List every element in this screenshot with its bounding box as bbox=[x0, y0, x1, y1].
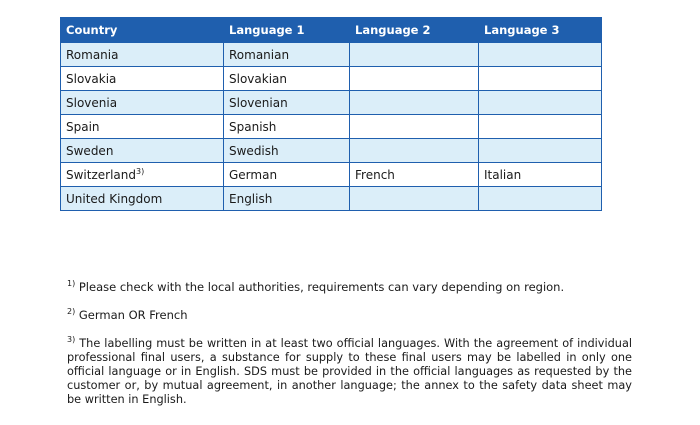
table-row bbox=[61, 187, 602, 211]
language-2-cell bbox=[350, 43, 479, 67]
table-row bbox=[61, 163, 602, 187]
country-name: Romania bbox=[66, 47, 119, 62]
footnote-mark: 2) bbox=[67, 307, 76, 317]
language-2-cell bbox=[350, 187, 479, 211]
header-language-2: Language 2 bbox=[350, 18, 479, 43]
language-1-cell: Slovakian bbox=[224, 67, 350, 91]
footnote-2 bbox=[67, 308, 632, 322]
footnote-3 bbox=[67, 337, 632, 407]
country-name: Slovenia bbox=[66, 95, 118, 110]
footnote-text: The labelling must be written in at least two official languages. With the agreement of individual professional final users, a substance for supply to these final users may be labelled in only one official language or in English. SDS must be provided in the official languages as requested by the customer or, by mutual agreement, in another language; the annex to the safety data sheet may be written in English. bbox=[67, 337, 633, 406]
language-table bbox=[60, 17, 602, 211]
table-row bbox=[61, 43, 602, 67]
footnote-marker: 3) bbox=[136, 166, 145, 176]
table-row bbox=[61, 115, 602, 139]
language-2-cell bbox=[350, 139, 479, 163]
country-name: Slovakia bbox=[66, 71, 117, 86]
country-cell bbox=[61, 187, 224, 211]
language-3-cell bbox=[479, 187, 602, 211]
country-cell bbox=[61, 43, 224, 67]
language-3-cell bbox=[479, 91, 602, 115]
header-language-1: Language 1 bbox=[224, 18, 350, 43]
footnote-text: German OR French bbox=[78, 308, 188, 322]
table-row bbox=[61, 91, 602, 115]
language-1-cell: Swedish bbox=[224, 139, 350, 163]
footnote-mark: 1) bbox=[67, 279, 76, 289]
footnote-text: Please check with the local authorities, requirements can vary depending on region. bbox=[78, 280, 565, 294]
table-header-row bbox=[61, 18, 602, 43]
table-row bbox=[61, 67, 602, 91]
table-row bbox=[61, 139, 602, 163]
country-cell bbox=[61, 67, 224, 91]
language-2-cell bbox=[350, 115, 479, 139]
language-3-cell bbox=[479, 115, 602, 139]
country-name: Sweden bbox=[66, 143, 114, 158]
footnote-mark: 3) bbox=[67, 335, 76, 345]
language-2-cell bbox=[350, 67, 479, 91]
language-3-cell bbox=[479, 43, 602, 67]
language-3-cell bbox=[479, 67, 602, 91]
country-name: Switzerland bbox=[66, 167, 136, 182]
language-3-cell: Italian bbox=[479, 163, 602, 187]
header-language-3: Language 3 bbox=[479, 18, 602, 43]
language-1-cell: English bbox=[224, 187, 350, 211]
language-1-cell: Spanish bbox=[224, 115, 350, 139]
country-name: Spain bbox=[66, 119, 100, 134]
language-1-cell: Slovenian bbox=[224, 91, 350, 115]
header-country: Country bbox=[61, 18, 224, 43]
country-cell bbox=[61, 91, 224, 115]
country-cell bbox=[61, 163, 224, 187]
language-2-cell bbox=[350, 91, 479, 115]
country-name: United Kingdom bbox=[66, 191, 163, 206]
language-2-cell: French bbox=[350, 163, 479, 187]
language-3-cell bbox=[479, 139, 602, 163]
country-cell bbox=[61, 139, 224, 163]
footnote-1 bbox=[67, 280, 632, 294]
language-1-cell: Romanian bbox=[224, 43, 350, 67]
country-cell bbox=[61, 115, 224, 139]
language-1-cell: German bbox=[224, 163, 350, 187]
